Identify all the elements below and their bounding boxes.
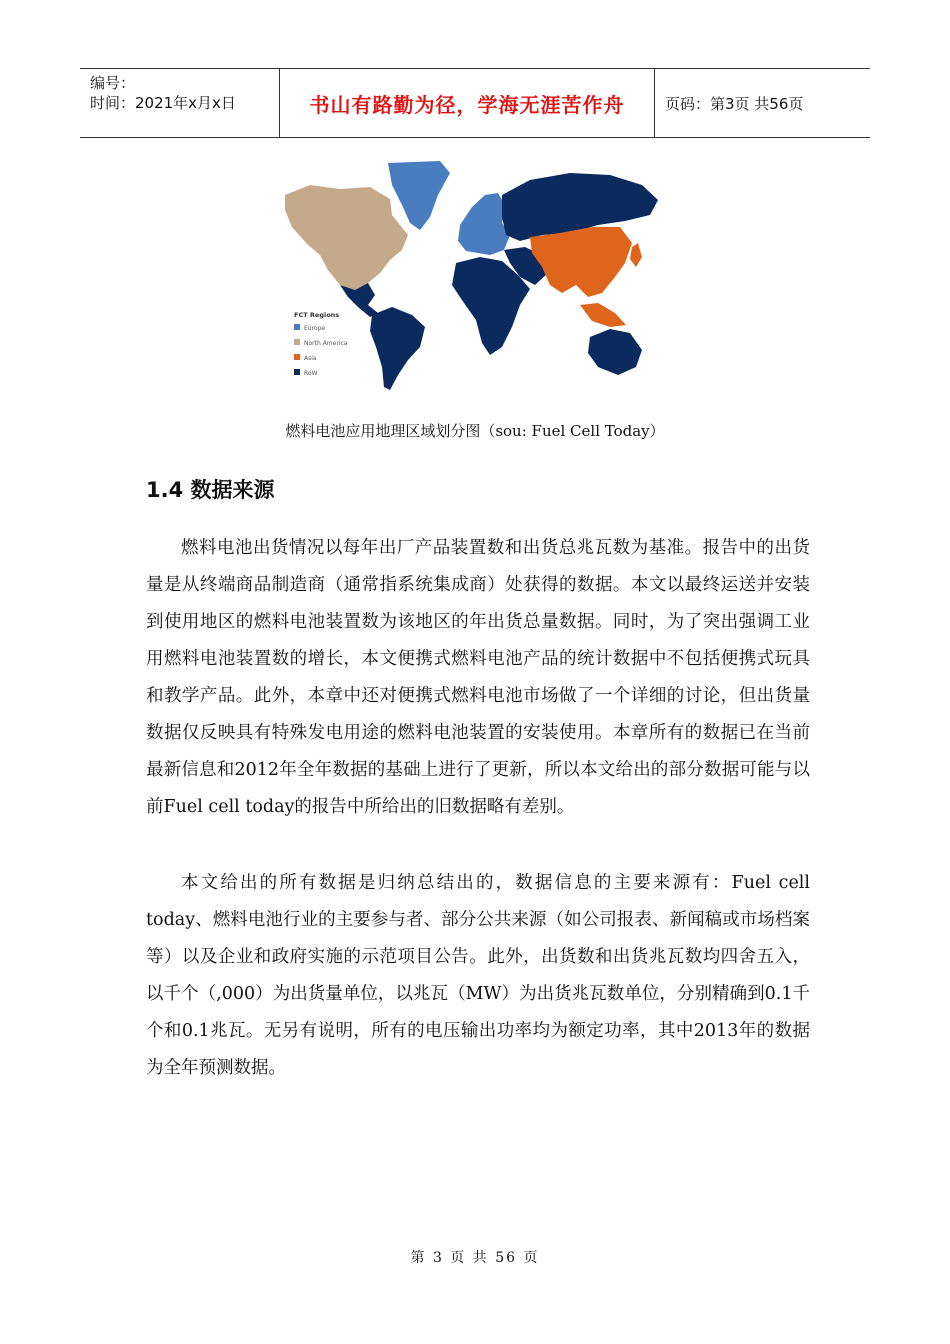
page-footer: 第 3 页 共 56 页 [410,1250,540,1266]
document-time: 时间：2021年x月x日 [90,94,236,112]
legend-label-row: RoW [304,370,318,377]
document-number: 编号： [90,74,136,92]
map-region-southeast-asia [580,303,626,327]
legend-swatch-europe [294,324,300,330]
map-region-australia [588,329,642,375]
header-motto: 书山有路勤为径，学海无涯苦作舟 [280,69,655,137]
map-region-south-america [370,307,425,390]
map-region-asia [530,227,632,297]
legend-label-asia: Asia [304,355,317,362]
header-page-info: 页码：第3页 共56页 [665,94,804,113]
map-region-greenland [388,161,450,230]
legend-swatch-asia [294,354,300,360]
legend-title: FCT Regions [294,311,340,319]
legend-swatch-row [294,369,300,375]
figure-caption: 燃料电池应用地理区域划分图（sou: Fuel Cell Today） [285,422,665,440]
map-region-central-america [340,283,378,317]
page-header [80,68,870,138]
section-title: 1.4 数据来源 [146,478,275,502]
legend-label-north-america: North America [304,340,348,347]
map-region-japan [630,243,642,267]
world-map-figure [280,155,665,393]
world-map [280,155,665,393]
header-meta [80,69,280,137]
paragraph-2: 本文给出的所有数据是归纳总结出的，数据信息的主要来源有：Fuel cell today、燃料电池行业的主要参与者、部分公共来源（如公司报表、新闻稿或市场档案等）以及企业和政府实施的示范项目公告。此外，出货数和出货兆瓦数均四舍五入，以千个（,000）为出货量单位，以兆瓦（MW）为出货兆瓦数单位，分别精确到0.1千个和0.1兆瓦。无另有说明，所有的电压输出功率均为额定功率，其中2013年的数据为全年预测数据。 [146,873,810,1078]
map-region-north-america [285,185,408,290]
legend-swatch-north-america [294,339,300,345]
paragraph-1: 燃料电池出货情况以每年出厂产品装置数和出货总兆瓦数为基准。报告中的出货量是从终端商品制造商（通常指系统集成商）处获得的数据。本文以最终运送并安装到使用地区的燃料电池装置数为该地区的年出货总量数据。同时，为了突出强调工业用燃料电池装置数的增长，本文便携式燃料电池产品的统计数据中不包括便携式玩具和教学产品。此外，本章中还对便携式燃料电池市场做了一个详细的讨论，但出货量数据仅反映具有特殊发电用途的燃料电池装置的安装使用。本章所有的数据已在当前最新信息和2012年全年数据的基础上进行了更新，所以本文给出的部分数据可能与以前Fuel cell today的报告中所给出的旧数据略有差别。 [146,538,810,817]
legend-label-europe: Europe [304,325,326,332]
map-legend [294,311,348,377]
